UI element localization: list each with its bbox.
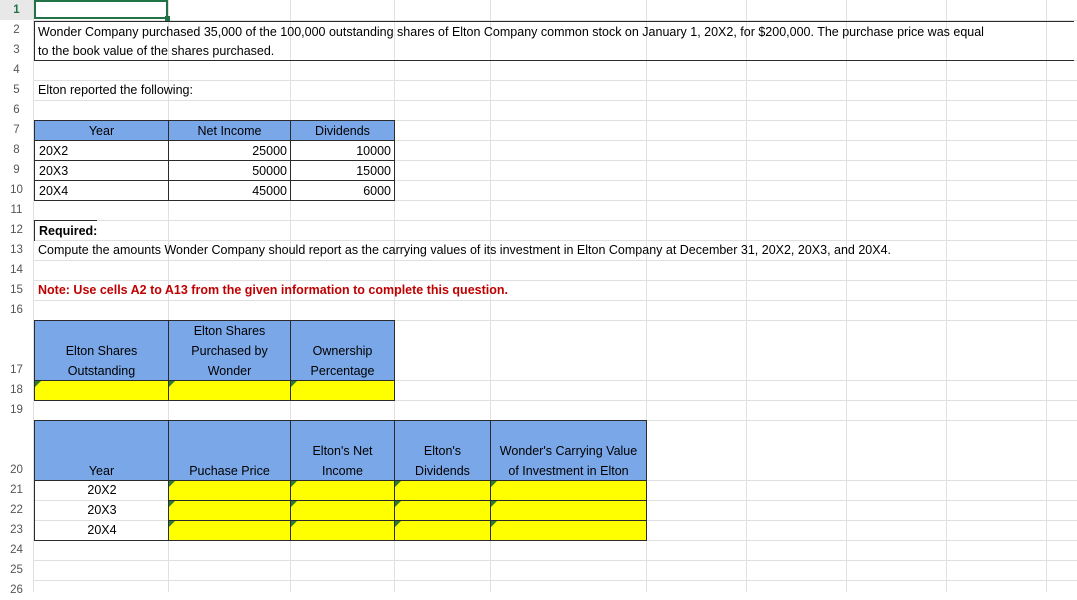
header-line: Year [88,464,115,478]
problem-text-box[interactable] [34,21,1074,61]
row-header[interactable]: 10 [10,184,23,196]
carrying-value-header[interactable] [490,420,647,481]
carrying-year-header[interactable] [34,420,169,481]
ownership-percentage-input[interactable] [290,380,395,401]
col-line [846,0,847,592]
cell-error-triangle-icon [395,521,401,527]
row-header[interactable]: 5 [13,84,20,96]
carrying-year-cell[interactable]: 20X3 [34,500,169,520]
row-header[interactable]: 24 [10,544,23,556]
row-line [33,260,1077,261]
col-line [946,0,947,592]
header-line: Outstanding [67,364,136,378]
row-header[interactable]: 8 [13,144,20,156]
elton-net-income-header[interactable]: Net Income [168,120,291,141]
cell-error-triangle-icon [291,481,297,487]
header-line: Ownership [312,344,373,358]
row-header[interactable]: 2 [13,24,20,36]
reported-label[interactable]: Elton reported the following: [38,83,193,97]
cell-error-triangle-icon [395,501,401,507]
row-header[interactable]: 26 [10,584,23,596]
shares-outstanding-header[interactable] [34,320,169,381]
ownership-percentage-header[interactable] [290,320,395,381]
dividends-input[interactable] [394,480,491,501]
elton-dividends-cell[interactable]: 15000 [290,160,395,181]
elton-dividends-col-header[interactable] [394,420,491,481]
problem-line-1: Wonder Company purchased 35,000 of the 100,000 outstanding shares of Elton Company common stock on January 1, 20X2, for $200,000. The purchase price was equal [38,25,984,39]
header-line: Elton Shares [65,344,138,358]
cell-error-triangle-icon [395,481,401,487]
carrying-value-input[interactable] [490,520,647,541]
header-line: Dividends [415,464,470,478]
header-line: of Investment in Elton [508,464,629,478]
header-line: Purchased by [191,344,268,358]
elton-dividends-header[interactable]: Dividends [290,120,395,141]
header-line: Wonder's Carrying Value [499,444,638,458]
required-text[interactable]: Compute the amounts Wonder Company should report as the carrying values of its investment in Elton Company at December 31, 20X2, 20X3, and 20X4. [38,243,892,257]
carrying-year-cell[interactable]: 20X4 [34,520,169,541]
row-header[interactable]: 14 [10,264,23,276]
row-header[interactable]: 22 [10,504,23,516]
carrying-year-cell[interactable]: 20X2 [34,480,169,500]
header-line: Elton's [423,444,462,458]
net-income-input[interactable] [290,520,395,541]
elton-year-cell[interactable]: 20X2 [34,140,169,161]
row-header[interactable]: 25 [10,564,23,576]
elton-dividends-cell[interactable]: 10000 [290,140,395,161]
header-line: Wonder [207,364,252,378]
cell-error-triangle-icon [291,501,297,507]
header-line: Elton's Net [312,444,373,458]
row-line [33,220,1077,221]
net-income-input[interactable] [290,500,395,521]
row-line [33,100,1077,101]
header-line: Income [322,464,363,478]
purchase-price-input[interactable] [168,500,291,521]
row-header[interactable]: 9 [13,164,20,176]
col-line [1046,0,1047,592]
net-income-input[interactable] [290,480,395,501]
row-line [33,560,1077,561]
row-header[interactable]: 17 [10,364,23,376]
cell-error-triangle-icon [491,501,497,507]
cell-error-triangle-icon [491,521,497,527]
row-line [33,300,1077,301]
shares-purchased-header[interactable] [168,320,291,381]
row-header[interactable]: 4 [13,64,20,76]
row-header[interactable]: 18 [10,384,23,396]
row-header[interactable]: 12 [10,224,23,236]
problem-line-2: to the book value of the shares purchased. [38,44,275,58]
row-header[interactable]: 11 [10,204,23,216]
elton-net-income-cell[interactable]: 50000 [168,160,291,181]
col-line [746,0,747,592]
note-text[interactable]: Note: Use cells A2 to A13 from the given information to complete this question. [38,283,508,297]
row-line [33,580,1077,581]
dividends-input[interactable] [394,500,491,521]
cell-error-triangle-icon [169,501,175,507]
header-line: Percentage [310,364,375,378]
cell-error-triangle-icon [169,381,175,387]
row-header[interactable]: 21 [10,484,23,496]
header-line: Elton Shares [193,324,266,338]
header-line: Puchase Price [189,464,270,478]
elton-year-header[interactable]: Year [34,120,169,141]
row-header[interactable]: 23 [10,524,23,536]
purchase-price-input[interactable] [168,520,291,541]
cell-error-triangle-icon [291,381,297,387]
shares-outstanding-input[interactable] [34,380,169,401]
row-header[interactable]: 3 [13,44,20,56]
required-label[interactable]: Required: [34,220,97,241]
row-header[interactable]: 13 [10,244,23,256]
row-header[interactable]: 7 [13,124,20,136]
row-header[interactable]: 20 [10,464,23,476]
shares-purchased-input[interactable] [168,380,291,401]
row-header[interactable]: 6 [13,104,20,116]
cell-error-triangle-icon [491,481,497,487]
cell-error-triangle-icon [291,521,297,527]
elton-net-income-cell[interactable]: 45000 [168,180,291,201]
carrying-value-input[interactable] [490,480,647,501]
carrying-value-input[interactable] [490,500,647,521]
purchase-price-input[interactable] [168,480,291,501]
purchase-price-header[interactable] [168,420,291,481]
row-header[interactable]: 19 [10,404,23,416]
row-header[interactable]: 16 [10,304,23,316]
elton-year-cell[interactable]: 20X4 [34,180,169,201]
cell-error-triangle-icon [35,381,41,387]
row-header[interactable]: 15 [10,284,23,296]
selected-cell-a1[interactable] [34,0,168,19]
dividends-input[interactable] [394,520,491,541]
cell-error-triangle-icon [169,521,175,527]
elton-year-cell[interactable]: 20X3 [34,160,169,181]
row-header[interactable]: 1 [0,0,33,20]
cell-error-triangle-icon [169,481,175,487]
elton-dividends-cell[interactable]: 6000 [290,180,395,201]
elton-net-income-cell[interactable]: 25000 [168,140,291,161]
elton-net-income-col-header[interactable] [290,420,395,481]
